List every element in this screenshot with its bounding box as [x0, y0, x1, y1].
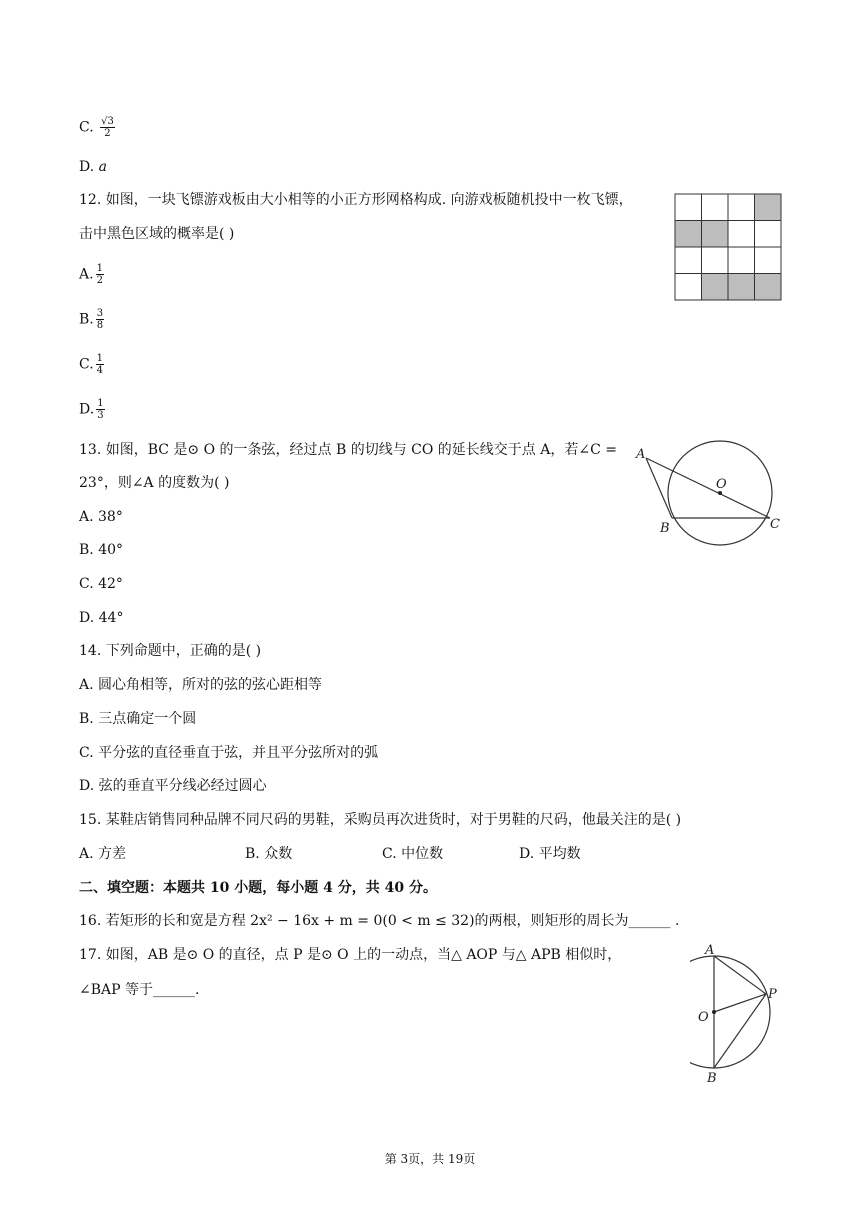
label-b: B	[660, 521, 670, 536]
grid-cell-shaded	[728, 274, 755, 301]
page-footer: 第 3页，共 19页	[384, 1152, 476, 1166]
q12-option-c	[79, 353, 104, 376]
grid-cell-shaded	[702, 274, 729, 301]
chord-bp	[714, 994, 766, 1068]
fraction-denominator: 8	[96, 320, 104, 331]
fraction	[96, 398, 104, 421]
fraction	[96, 353, 104, 376]
dartboard-grid-figure	[674, 193, 782, 301]
chord-ap	[714, 956, 766, 994]
label-a: A	[636, 447, 646, 462]
option-label: D.	[79, 401, 95, 418]
option-label: C.	[79, 119, 94, 136]
q15-stem: 15. 某鞋店销售同种品牌不同尺码的男鞋，采购员再次进货时，对于男鞋的尺码，他最关注的是( )	[79, 812, 682, 828]
grid-cell	[702, 247, 729, 274]
q14-stem: 14. 下列命题中，正确的是( )	[79, 643, 262, 659]
circle-tangent-figure	[632, 436, 792, 556]
grid-cell-shaded	[675, 221, 702, 248]
q17-stem-line2: ∠BAP 等于______.	[79, 982, 200, 998]
option-label: B.	[79, 311, 94, 328]
q17-stem-line1: 17. 如图，AB 是⊙ O 的直径，点 P 是⊙ O 上的一动点，当△ AOP 与△ APB 相似时，	[79, 947, 622, 963]
grid-cell-shaded	[755, 194, 782, 221]
line-ac	[646, 458, 770, 518]
q12-option-d	[79, 398, 105, 421]
q11-option-c	[79, 116, 115, 139]
q13-option-d: D. 44°	[79, 610, 124, 626]
q12-stem-line2: 击中黑色区域的概率是( )	[79, 226, 235, 242]
fraction	[100, 116, 115, 139]
center-point	[712, 1010, 716, 1014]
fraction-denominator: 3	[97, 410, 104, 421]
radius-op	[714, 994, 766, 1012]
grid-cell-shaded	[755, 274, 782, 301]
option-label: A.	[79, 266, 94, 283]
q13-option-a: A. 38°	[79, 509, 123, 525]
grid-cell	[755, 247, 782, 274]
q13-stem-line1: 13. 如图，BC 是⊙ O 的一条弦，经过点 B 的切线与 CO 的延长线交于点 A，若∠C =	[79, 442, 617, 458]
fraction-numerator: √3	[101, 116, 114, 127]
q14-option-c: C. 平分弦的直径垂直于弦，并且平分弦所对的弧	[79, 745, 379, 761]
label-o: O	[716, 477, 727, 492]
label-c: C	[770, 517, 780, 532]
q11-option-d	[79, 157, 107, 177]
grid-cell-shaded	[702, 221, 729, 248]
fraction-denominator: 4	[96, 365, 104, 376]
q14-option-d: D. 弦的垂直平分线必经过圆心	[79, 778, 267, 794]
fraction-numerator: 3	[96, 308, 104, 319]
option-value: a	[98, 159, 107, 175]
q12-option-a	[79, 263, 104, 286]
q15-option-b: B. 众数	[245, 846, 293, 862]
grid-cell	[675, 274, 702, 301]
q15-option-a: A. 方差	[79, 846, 127, 862]
label-p: P	[768, 987, 777, 1002]
circle-diameter-figure	[690, 940, 790, 1090]
option-label: D.	[79, 159, 95, 175]
q14-option-b: B. 三点确定一个圆	[79, 711, 197, 727]
q14-option-a: A. 圆心角相等，所对的弦的弦心距相等	[79, 677, 323, 693]
fraction-denominator: 2	[96, 275, 103, 286]
q13-option-c: C. 42°	[79, 576, 123, 592]
grid-cell	[728, 194, 755, 221]
fraction	[96, 308, 104, 331]
q15-option-d: D. 平均数	[519, 846, 581, 862]
fraction-denominator: 2	[104, 128, 111, 139]
label-o: O	[698, 1010, 709, 1025]
section-heading: 二、填空题：本题共 10 小题，每小题 4 分，共 40 分。	[79, 880, 437, 896]
q13-stem-line2: 23°，则∠A 的度数为( )	[79, 475, 230, 491]
fraction-numerator: 1	[96, 353, 104, 364]
grid-cell	[675, 194, 702, 221]
grid-cell	[755, 221, 782, 248]
q12-option-b	[79, 308, 104, 331]
label-b: B	[707, 1071, 717, 1086]
grid-cell	[675, 247, 702, 274]
q15-option-c: C. 中位数	[382, 846, 444, 862]
label-a: A	[705, 943, 715, 958]
q16-stem: 16. 若矩形的长和宽是方程 2x² − 16x + m = 0(0 < m ≤ 32)的两根，则矩形的周长为______ .	[79, 913, 680, 929]
fraction-numerator: 1	[96, 263, 103, 274]
grid-cell	[728, 247, 755, 274]
fraction-numerator: 1	[97, 398, 104, 409]
q13-option-b: B. 40°	[79, 542, 124, 558]
q12-stem-line1: 12. 如图，一块飞镖游戏板由大小相等的小正方形网格构成. 向游戏板随机投中一枚飞镖，	[79, 192, 633, 208]
fraction	[96, 263, 104, 286]
grid-cell	[728, 221, 755, 248]
grid-cell	[702, 194, 729, 221]
option-label: C.	[79, 356, 94, 373]
